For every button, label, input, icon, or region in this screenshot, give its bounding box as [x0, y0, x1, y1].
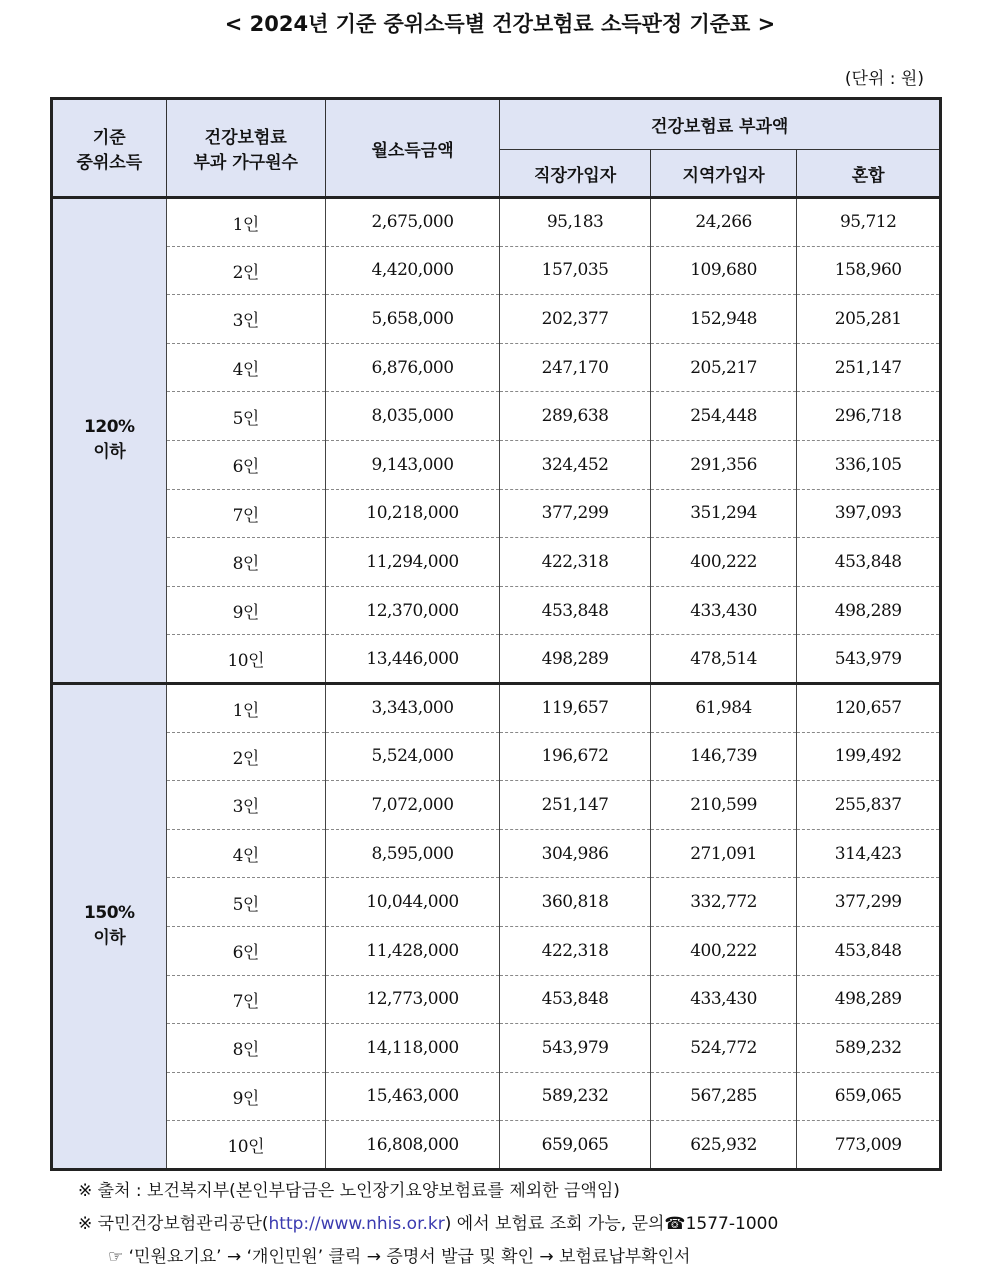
- employee-premium: 377,299: [500, 489, 651, 538]
- household-count: 3인: [166, 295, 325, 344]
- group-label: 120% 이하: [52, 198, 167, 684]
- monthly-income: 7,072,000: [325, 781, 500, 830]
- regional-premium: 478,514: [650, 635, 797, 684]
- regional-premium: 271,091: [650, 829, 797, 878]
- regional-premium: 400,222: [650, 926, 797, 975]
- regional-premium: 152,948: [650, 295, 797, 344]
- mixed-premium: 95,712: [797, 198, 941, 247]
- table-row: [52, 440, 941, 489]
- mixed-premium: 453,848: [797, 926, 941, 975]
- header-regional: 지역가입자: [650, 150, 797, 198]
- monthly-income: 13,446,000: [325, 635, 500, 684]
- household-count: 7인: [166, 489, 325, 538]
- mixed-premium: 255,837: [797, 781, 941, 830]
- source-note: ※ 출처 : 보건복지부(본인부담금은 노인장기요양보험료를 제외한 금액임): [78, 1181, 620, 1201]
- regional-premium: 332,772: [650, 878, 797, 927]
- household-count: 4인: [166, 343, 325, 392]
- header-premium: 건강보험료 부과액: [500, 99, 941, 150]
- mixed-premium: 199,492: [797, 732, 941, 781]
- mixed-premium: 336,105: [797, 440, 941, 489]
- monthly-income: 15,463,000: [325, 1072, 500, 1121]
- regional-premium: 254,448: [650, 392, 797, 441]
- regional-premium: 433,430: [650, 586, 797, 635]
- employee-premium: 95,183: [500, 198, 651, 247]
- employee-premium: 589,232: [500, 1072, 651, 1121]
- monthly-income: 8,035,000: [325, 392, 500, 441]
- monthly-income: 8,595,000: [325, 829, 500, 878]
- mixed-premium: 589,232: [797, 1024, 941, 1073]
- household-count: 10인: [166, 635, 325, 684]
- employee-premium: 543,979: [500, 1024, 651, 1073]
- regional-premium: 291,356: [650, 440, 797, 489]
- table-row: [52, 878, 941, 927]
- mixed-premium: 120,657: [797, 683, 941, 732]
- table-row: [52, 198, 941, 247]
- mixed-premium: 251,147: [797, 343, 941, 392]
- employee-premium: 422,318: [500, 538, 651, 587]
- table-row: [52, 635, 941, 684]
- employee-premium: 196,672: [500, 732, 651, 781]
- employee-premium: 453,848: [500, 586, 651, 635]
- monthly-income: 11,294,000: [325, 538, 500, 587]
- monthly-income: 12,370,000: [325, 586, 500, 635]
- employee-premium: 324,452: [500, 440, 651, 489]
- mixed-premium: 296,718: [797, 392, 941, 441]
- household-count: 5인: [166, 392, 325, 441]
- table-row: [52, 732, 941, 781]
- mixed-premium: 377,299: [797, 878, 941, 927]
- monthly-income: 9,143,000: [325, 440, 500, 489]
- header-median-income: 기준 중위소득: [52, 99, 167, 198]
- table-row: [52, 246, 941, 295]
- steps-note: ☞ ‘민원요기요’ → ‘개인민원’ 클릭 → 증명서 발급 및 확인 → 보험료납부확인서: [108, 1247, 691, 1267]
- regional-premium: 205,217: [650, 343, 797, 392]
- monthly-income: 14,118,000: [325, 1024, 500, 1073]
- household-count: 1인: [166, 198, 325, 247]
- inquiry-suffix: ) 에서 보험료 조회 가능, 문의☎1577-1000: [444, 1214, 779, 1234]
- employee-premium: 251,147: [500, 781, 651, 830]
- inquiry-prefix: ※ 국민건강보험관리공단(: [78, 1214, 269, 1234]
- monthly-income: 6,876,000: [325, 343, 500, 392]
- household-count: 2인: [166, 246, 325, 295]
- header-employee: 직장가입자: [500, 150, 651, 198]
- employee-premium: 247,170: [500, 343, 651, 392]
- inquiry-note: [78, 1208, 778, 1241]
- table-row: [52, 538, 941, 587]
- regional-premium: 567,285: [650, 1072, 797, 1121]
- household-count: 4인: [166, 829, 325, 878]
- mixed-premium: 314,423: [797, 829, 941, 878]
- regional-premium: 109,680: [650, 246, 797, 295]
- household-count: 7인: [166, 975, 325, 1024]
- mixed-premium: 659,065: [797, 1072, 941, 1121]
- regional-premium: 351,294: [650, 489, 797, 538]
- mixed-premium: 498,289: [797, 586, 941, 635]
- group-label: 150% 이하: [52, 683, 167, 1169]
- household-count: 5인: [166, 878, 325, 927]
- table-row: [52, 586, 941, 635]
- regional-premium: 625,932: [650, 1121, 797, 1170]
- employee-premium: 202,377: [500, 295, 651, 344]
- household-count: 6인: [166, 926, 325, 975]
- table-row: [52, 975, 941, 1024]
- household-count: 10인: [166, 1121, 325, 1170]
- table-row: [52, 781, 941, 830]
- table-row: [52, 1072, 941, 1121]
- employee-premium: 289,638: [500, 392, 651, 441]
- household-count: 9인: [166, 1072, 325, 1121]
- header-monthly-income: 월소득금액: [325, 99, 500, 198]
- table-row: [52, 1024, 941, 1073]
- header-household: 건강보험료 부과 가구원수: [166, 99, 325, 198]
- group-2: [52, 683, 941, 1169]
- mixed-premium: 453,848: [797, 538, 941, 587]
- mixed-premium: 543,979: [797, 635, 941, 684]
- unit-label: (단위 : 원): [844, 69, 924, 89]
- mixed-premium: 498,289: [797, 975, 941, 1024]
- employee-premium: 119,657: [500, 683, 651, 732]
- employee-premium: 659,065: [500, 1121, 651, 1170]
- monthly-income: 3,343,000: [325, 683, 500, 732]
- monthly-income: 16,808,000: [325, 1121, 500, 1170]
- monthly-income: 12,773,000: [325, 975, 500, 1024]
- household-count: 9인: [166, 586, 325, 635]
- employee-premium: 422,318: [500, 926, 651, 975]
- table-row: [52, 926, 941, 975]
- employee-premium: 157,035: [500, 246, 651, 295]
- mixed-premium: 397,093: [797, 489, 941, 538]
- employee-premium: 453,848: [500, 975, 651, 1024]
- employee-premium: 498,289: [500, 635, 651, 684]
- regional-premium: 210,599: [650, 781, 797, 830]
- employee-premium: 360,818: [500, 878, 651, 927]
- table-row: [52, 295, 941, 344]
- footnotes: [78, 1175, 778, 1274]
- table-row: [52, 683, 941, 732]
- employee-premium: 304,986: [500, 829, 651, 878]
- mixed-premium: 205,281: [797, 295, 941, 344]
- group-1: [52, 198, 941, 684]
- regional-premium: 61,984: [650, 683, 797, 732]
- table-row: [52, 392, 941, 441]
- table-row: [52, 829, 941, 878]
- household-count: 1인: [166, 683, 325, 732]
- monthly-income: 5,658,000: [325, 295, 500, 344]
- monthly-income: 2,675,000: [325, 198, 500, 247]
- monthly-income: 10,218,000: [325, 489, 500, 538]
- mixed-premium: 158,960: [797, 246, 941, 295]
- table-row: [52, 489, 941, 538]
- monthly-income: 5,524,000: [325, 732, 500, 781]
- monthly-income: 10,044,000: [325, 878, 500, 927]
- regional-premium: 524,772: [650, 1024, 797, 1073]
- regional-premium: 146,739: [650, 732, 797, 781]
- regional-premium: 24,266: [650, 198, 797, 247]
- regional-premium: 433,430: [650, 975, 797, 1024]
- nhis-link[interactable]: http://www.nhis.or.kr: [268, 1214, 445, 1234]
- household-count: 3인: [166, 781, 325, 830]
- income-criteria-table: [50, 97, 942, 1171]
- monthly-income: 11,428,000: [325, 926, 500, 975]
- page-title: < 2024년 기준 중위소득별 건강보험료 소득판정 기준표 >: [224, 12, 776, 36]
- table-row: [52, 343, 941, 392]
- regional-premium: 400,222: [650, 538, 797, 587]
- table-row: [52, 1121, 941, 1170]
- household-count: 2인: [166, 732, 325, 781]
- household-count: 6인: [166, 440, 325, 489]
- header-mixed: 혼합: [797, 150, 941, 198]
- monthly-income: 4,420,000: [325, 246, 500, 295]
- household-count: 8인: [166, 1024, 325, 1073]
- household-count: 8인: [166, 538, 325, 587]
- mixed-premium: 773,009: [797, 1121, 941, 1170]
